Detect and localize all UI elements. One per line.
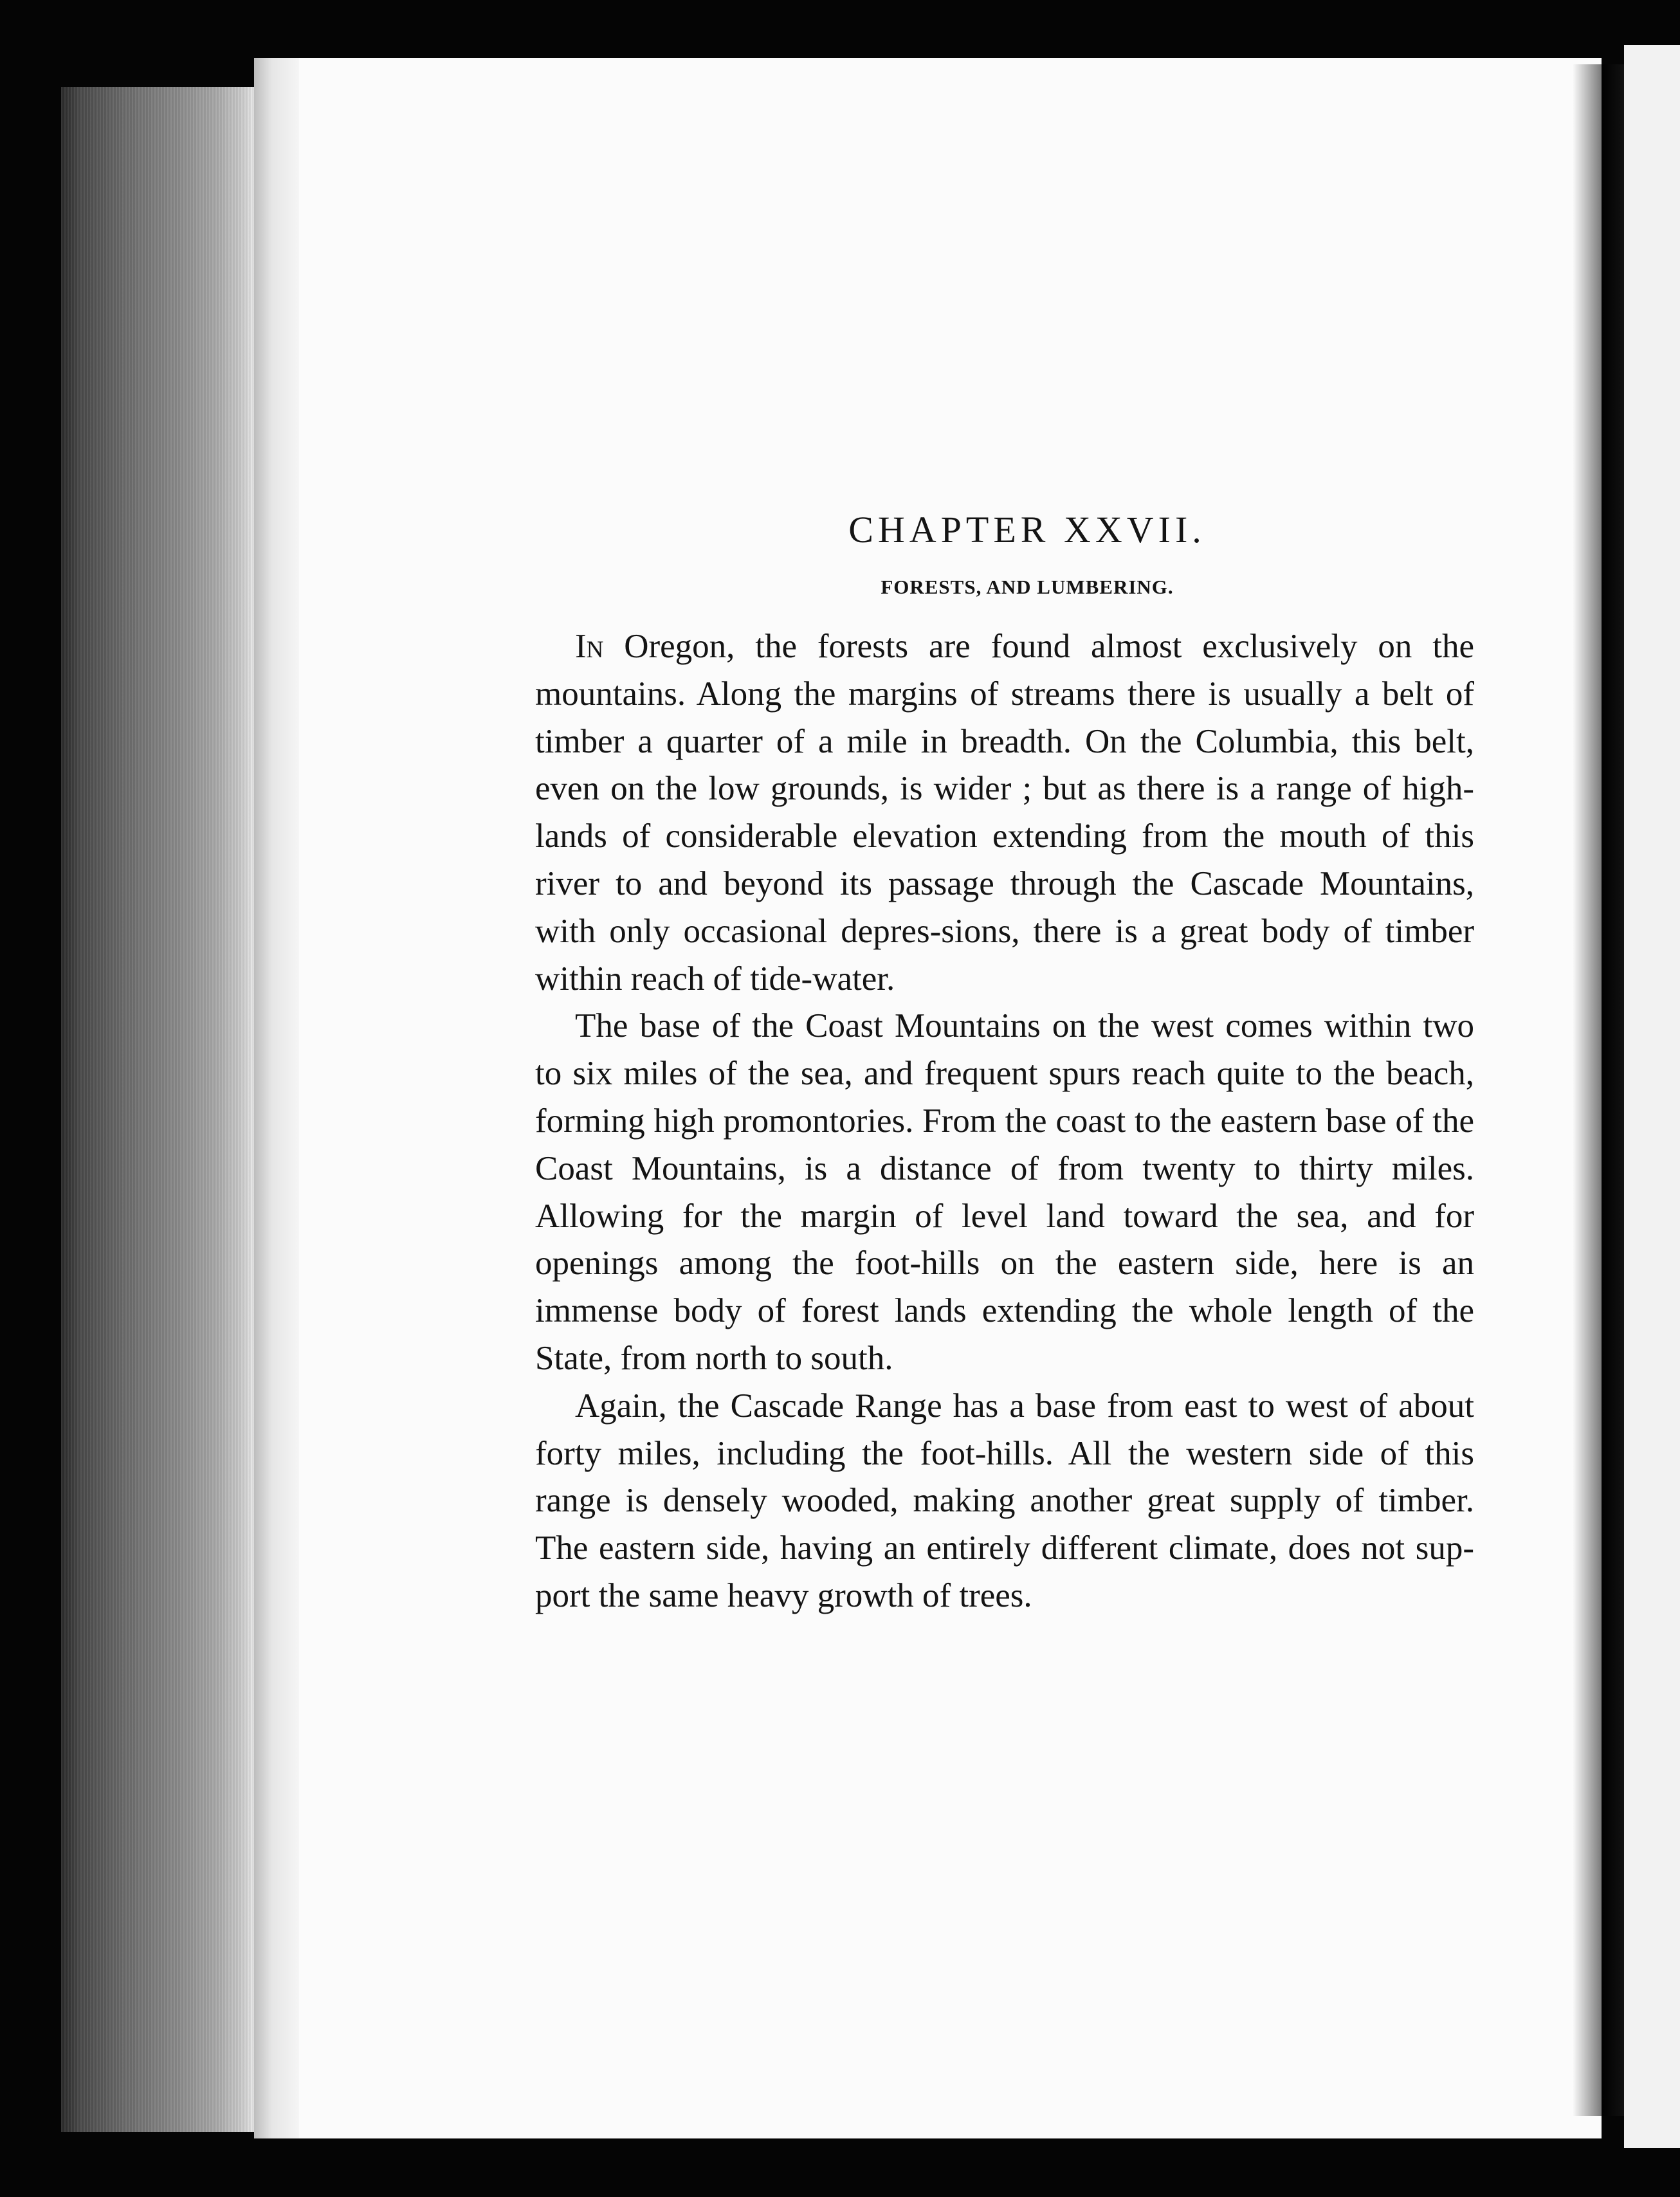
page-edges [254, 58, 299, 2138]
gutter-shadow [1573, 64, 1624, 2116]
paragraph-1 [535, 623, 1474, 1003]
chapter-subtitle: FORESTS, AND LUMBERING. [881, 576, 1174, 598]
paragraph-1-lead-word: In [575, 628, 604, 665]
paragraph-1-text: Oregon, the forests are found almost exclusively on the mountains. Along the margins of streams there is usually a belt of timber a quarter of a mile in breadth. On the Columbia, this belt, even on the low grounds, is wider ; but as there is a range of high-lands of considerable elevation extending from the mouth of this river to and beyond its passage through the Cascade Mountains, with only occasional depres-sions, there is a great body of timber within reach of tide-water. [535, 628, 1474, 998]
book-spine [61, 87, 254, 2132]
paragraph-3: Again, the Cascade Range has a base from east to west of about forty miles, including the foot-hills. All the western side of this range is densely wooded, making another great supply of timber. The eastern side, having an entirely different climate, does not sup-port the same heavy growth of trees. [535, 1387, 1474, 1614]
page-text [535, 508, 1474, 1620]
paragraph-2: The base of the Coast Mountains on the west comes within two to six miles of the sea, and frequent spurs reach quite to the beach, forming high promontories. From the coast to the eastern base of the Coast Mountains, is a distance of from twenty to thirty miles. Allowing for the margin of level land toward the sea, and for openings among the foot-hills on the eastern side, here is an immense body of forest lands extending the whole length of the State, from north to south. [535, 1007, 1474, 1377]
facing-page-edge [1624, 45, 1680, 2148]
chapter-title: CHAPTER XXVII. [848, 509, 1206, 551]
